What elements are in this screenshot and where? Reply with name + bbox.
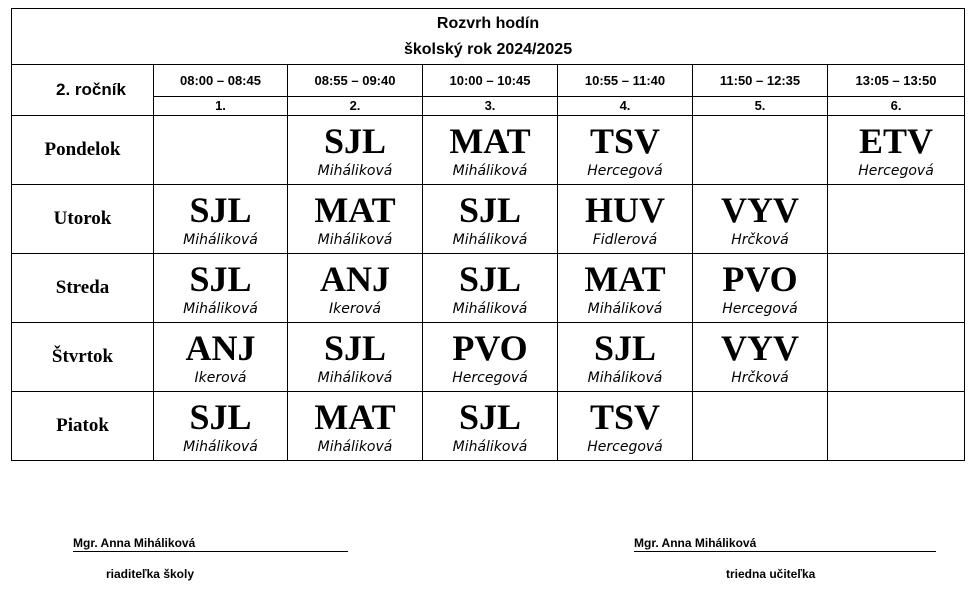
lesson-subject: SJL [323, 327, 387, 368]
lesson-subject: VYV [721, 189, 799, 230]
lesson-cell [558, 116, 693, 185]
lesson-teacher: Hrčková [731, 231, 789, 248]
empty-lesson-cell [828, 392, 965, 461]
lesson-subject: SJL [323, 120, 387, 161]
lesson-cell [693, 254, 828, 323]
signature-left [73, 536, 348, 581]
lesson-teacher: Hercegová [587, 162, 663, 179]
period-numbers-row [12, 97, 965, 116]
day-name: Utorok [12, 185, 154, 254]
times-row [12, 65, 965, 97]
period-number: 2. [288, 97, 423, 116]
lesson-cell [154, 185, 288, 254]
lesson-subject: SJL [189, 189, 252, 230]
lesson-teacher: Hercegová [452, 369, 528, 386]
title-line-1: Rozvrh hodín [436, 14, 540, 32]
lesson-teacher: Hercegová [722, 300, 798, 317]
lesson-teacher: Miháliková [317, 162, 393, 179]
period-number: 5. [693, 97, 828, 116]
period-number: 4. [558, 97, 693, 116]
day-name: Streda [12, 254, 154, 323]
period-time: 10:55 – 11:40 [558, 65, 693, 97]
lesson-teacher: Miháliková [452, 231, 528, 248]
lesson-teacher: Miháliková [452, 300, 528, 317]
signature-right-role: triedna učiteľka [726, 567, 816, 581]
lesson-subject: MAT [314, 396, 396, 437]
lesson-subject: ANJ [320, 258, 390, 299]
empty-lesson-cell [828, 323, 965, 392]
lesson-teacher: Miháliková [587, 300, 663, 317]
lesson-cell [423, 254, 558, 323]
period-time: 13:05 – 13:50 [828, 65, 965, 97]
lesson-cell [423, 185, 558, 254]
lesson-cell [558, 392, 693, 461]
lesson-cell [288, 254, 423, 323]
lesson-cell [288, 185, 423, 254]
lesson-cell [154, 254, 288, 323]
lesson-subject: PVO [722, 258, 798, 299]
lesson-subject: SJL [593, 327, 657, 368]
lesson-teacher: Miháliková [183, 231, 258, 248]
day-row [12, 185, 965, 254]
lesson-teacher: Miháliková [452, 162, 528, 179]
lesson-teacher: Ikerová [194, 369, 247, 386]
lesson-cell [288, 323, 423, 392]
signature-right-name: Mgr. Anna Miháliková [634, 536, 936, 552]
schedule-table [11, 8, 965, 461]
lesson-teacher: Miháliková [317, 231, 393, 248]
lesson-subject: ETV [859, 120, 934, 161]
period-time: 08:00 – 08:45 [154, 65, 288, 97]
lesson-teacher: Miháliková [317, 438, 393, 455]
day-row [12, 392, 965, 461]
title-row [12, 9, 965, 65]
empty-lesson-cell [693, 392, 828, 461]
lesson-subject: MAT [314, 189, 396, 230]
lesson-teacher: Ikerová [328, 300, 382, 317]
period-time: 11:50 – 12:35 [693, 65, 828, 97]
lesson-subject: MAT [449, 120, 531, 161]
signature-left-role: riaditeľka školy [106, 567, 195, 581]
lesson-subject: PVO [452, 327, 528, 368]
empty-lesson-cell [154, 116, 288, 185]
lesson-subject: HUV [585, 189, 665, 230]
lesson-cell [828, 116, 965, 185]
lesson-teacher: Miháliková [452, 438, 528, 455]
lesson-teacher: Miháliková [317, 369, 393, 386]
day-name: Piatok [12, 392, 154, 461]
empty-lesson-cell [693, 116, 828, 185]
lesson-subject: TSV [589, 120, 661, 161]
lesson-teacher: Hrčková [731, 369, 789, 386]
lesson-subject: SJL [458, 189, 522, 230]
signature-right [634, 536, 936, 581]
empty-lesson-cell [828, 185, 965, 254]
lesson-teacher: Hercegová [858, 162, 934, 179]
lesson-teacher: Miháliková [183, 438, 258, 455]
day-row [12, 254, 965, 323]
lesson-teacher: Fidlerová [592, 231, 658, 248]
lesson-cell [423, 116, 558, 185]
lesson-subject: SJL [458, 396, 522, 437]
lesson-subject: SJL [458, 258, 522, 299]
lesson-cell [288, 116, 423, 185]
lesson-cell [558, 323, 693, 392]
lesson-subject: SJL [189, 396, 252, 437]
lesson-subject: ANJ [185, 327, 256, 368]
lesson-teacher: Hercegová [587, 438, 663, 455]
lesson-subject: MAT [584, 258, 666, 299]
lesson-cell [558, 254, 693, 323]
grade-label: 2. ročník [12, 65, 154, 116]
lesson-subject: TSV [589, 396, 661, 437]
day-name: Pondelok [12, 116, 154, 185]
lesson-cell [288, 392, 423, 461]
lesson-teacher: Miháliková [183, 300, 258, 317]
empty-lesson-cell [828, 254, 965, 323]
title-line-2: školský rok 2024/2025 [403, 40, 573, 58]
lesson-subject: SJL [189, 258, 252, 299]
schedule-title [12, 9, 965, 65]
lesson-cell [558, 185, 693, 254]
lesson-cell [154, 392, 288, 461]
lesson-teacher: Miháliková [587, 369, 663, 386]
day-row [12, 323, 965, 392]
lesson-cell [154, 323, 288, 392]
signature-left-name: Mgr. Anna Miháliková [73, 536, 348, 552]
day-row [12, 116, 965, 185]
lesson-subject: VYV [721, 327, 799, 368]
period-number: 3. [423, 97, 558, 116]
lesson-cell [423, 392, 558, 461]
period-number: 6. [828, 97, 965, 116]
period-time: 08:55 – 09:40 [288, 65, 423, 97]
lesson-cell [693, 323, 828, 392]
period-time: 10:00 – 10:45 [423, 65, 558, 97]
day-name: Štvrtok [12, 323, 154, 392]
lesson-cell [423, 323, 558, 392]
period-number: 1. [154, 97, 288, 116]
lesson-cell [693, 185, 828, 254]
